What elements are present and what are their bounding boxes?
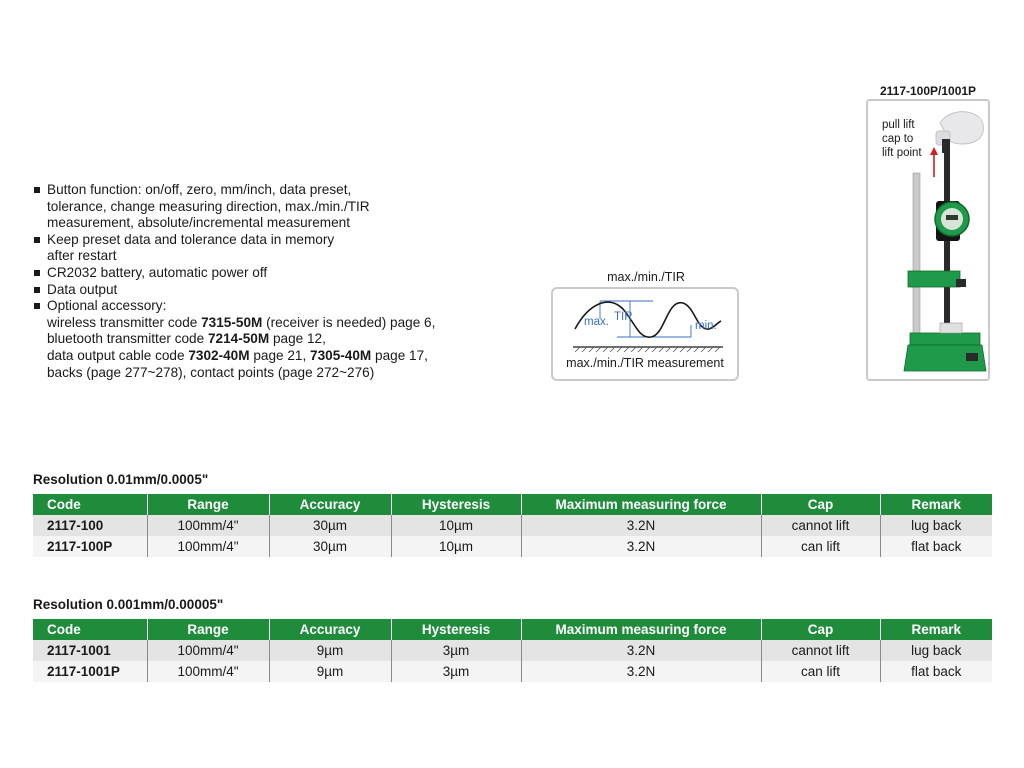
min-label: min. (695, 320, 717, 332)
feature-list (33, 182, 503, 381)
feature-text: (receiver is needed) page 6, (262, 314, 436, 330)
col-code: Code (33, 494, 147, 515)
table-row (33, 515, 992, 536)
product-code: 7315-50M (201, 314, 263, 330)
feature-text: page 21, (249, 347, 311, 363)
col-range: Range (147, 494, 269, 515)
cell-cap: cannot lift (761, 515, 880, 536)
feature-line (47, 215, 503, 232)
product-model-title: 2117-100P/1001P (879, 84, 977, 98)
feature-item (33, 282, 503, 299)
feature-item (33, 182, 503, 232)
table-header-row (33, 494, 992, 515)
bullet-icon (34, 287, 40, 293)
col-hysteresis: Hysteresis (391, 494, 521, 515)
col-cap: Cap (761, 619, 880, 640)
col-range: Range (147, 619, 269, 640)
cell-remark: flat back (880, 661, 992, 682)
spec-table-2 (33, 619, 992, 682)
feature-line (47, 182, 503, 199)
feature-text: Button function: on/off, zero, mm/inch, data preset, (47, 182, 352, 197)
feature-text: Data output (47, 281, 118, 297)
feature-line (47, 248, 503, 265)
feature-text: measurement, absolute/incremental measurement (47, 215, 350, 231)
col-max-force: Maximum measuring force (521, 619, 761, 640)
cell-range: 100mm/4" (147, 640, 269, 661)
table-row (33, 536, 992, 557)
col-cap: Cap (761, 494, 880, 515)
cell-hysteresis: 10µm (391, 536, 521, 557)
feature-item (33, 265, 503, 282)
feature-text: wireless transmitter code (47, 314, 202, 330)
product-code: 7302-40M (188, 347, 250, 363)
cell-cap: cannot lift (761, 640, 880, 661)
cell-range: 100mm/4" (147, 515, 269, 536)
cell-cap: can lift (761, 661, 880, 682)
feature-line (47, 331, 503, 348)
cell-remark: flat back (880, 536, 992, 557)
note-line: lift point (882, 147, 922, 159)
spec-table-1 (33, 494, 992, 557)
feature-text: after restart (47, 248, 117, 264)
note-line: cap to (882, 133, 914, 145)
product-image (866, 99, 990, 381)
table-row (33, 661, 992, 682)
product-code: 7305-40M (310, 347, 372, 363)
bullet-icon (34, 187, 40, 193)
feature-item (33, 232, 503, 265)
feature-text: data output cable code (47, 347, 189, 363)
feature-line (47, 232, 503, 249)
col-remark: Remark (880, 619, 992, 640)
max-label: max. (584, 316, 609, 328)
cell-range: 100mm/4" (147, 536, 269, 557)
tir-diagram-title: max./min./TIR (607, 270, 685, 284)
lift-cap-note (882, 118, 922, 160)
table-header-row (33, 619, 992, 640)
feature-line (47, 315, 503, 332)
table-row (33, 640, 992, 661)
cell-max-force: 3.2N (521, 661, 761, 682)
col-accuracy: Accuracy (269, 619, 391, 640)
feature-text: Keep preset data and tolerance data in memory (47, 231, 335, 247)
bullet-icon (34, 237, 40, 243)
cell-max-force: 3.2N (521, 640, 761, 661)
cell-accuracy: 30µm (269, 536, 391, 557)
product-code: 7214-50M (207, 331, 270, 347)
cell-remark: lug back (880, 640, 992, 661)
cell-code: 2117-1001P (33, 661, 147, 682)
feature-text: CR2032 battery, automatic power off (47, 264, 268, 280)
cell-max-force: 3.2N (521, 515, 761, 536)
cell-code: 2117-100 (33, 515, 147, 536)
feature-text: tolerance, change measuring direction, max./min./TIR (47, 198, 370, 214)
feature-text: Optional accessory: (47, 298, 167, 314)
cell-accuracy: 9µm (269, 640, 391, 661)
note-line: pull lift (882, 119, 915, 131)
tir-diagram (551, 287, 739, 381)
cell-cap: can lift (761, 536, 880, 557)
cell-hysteresis: 10µm (391, 515, 521, 536)
feature-line (47, 199, 503, 216)
tir-diagram-caption: max./min./TIR measurement (566, 356, 724, 370)
feature-line (47, 348, 503, 365)
tir-label: TIR (614, 311, 633, 323)
feature-line (47, 282, 503, 299)
col-code: Code (33, 619, 147, 640)
col-accuracy: Accuracy (269, 494, 391, 515)
cell-accuracy: 9µm (269, 661, 391, 682)
cell-hysteresis: 3µm (391, 640, 521, 661)
col-remark: Remark (880, 494, 992, 515)
cell-code: 2117-100P (33, 536, 147, 557)
resolution-title-1: Resolution 0.01mm/0.0005" (33, 472, 209, 487)
cell-remark: lug back (880, 515, 992, 536)
feature-item (33, 298, 503, 381)
bullet-icon (34, 270, 40, 276)
resolution-title-2: Resolution 0.001mm/0.00005" (33, 597, 224, 612)
cell-max-force: 3.2N (521, 536, 761, 557)
bullet-icon (34, 303, 40, 309)
feature-text: page 17, (371, 347, 428, 363)
feature-line (47, 365, 503, 382)
feature-text: page 12, (269, 331, 326, 347)
feature-text: bluetooth transmitter code (47, 331, 208, 347)
cell-hysteresis: 3µm (391, 661, 521, 682)
feature-text: backs (page 277~278), contact points (page 272~276) (47, 364, 375, 380)
cell-accuracy: 30µm (269, 515, 391, 536)
feature-line (47, 298, 503, 315)
feature-line (47, 265, 503, 282)
cell-code: 2117-1001 (33, 640, 147, 661)
col-hysteresis: Hysteresis (391, 619, 521, 640)
cell-range: 100mm/4" (147, 661, 269, 682)
col-max-force: Maximum measuring force (521, 494, 761, 515)
